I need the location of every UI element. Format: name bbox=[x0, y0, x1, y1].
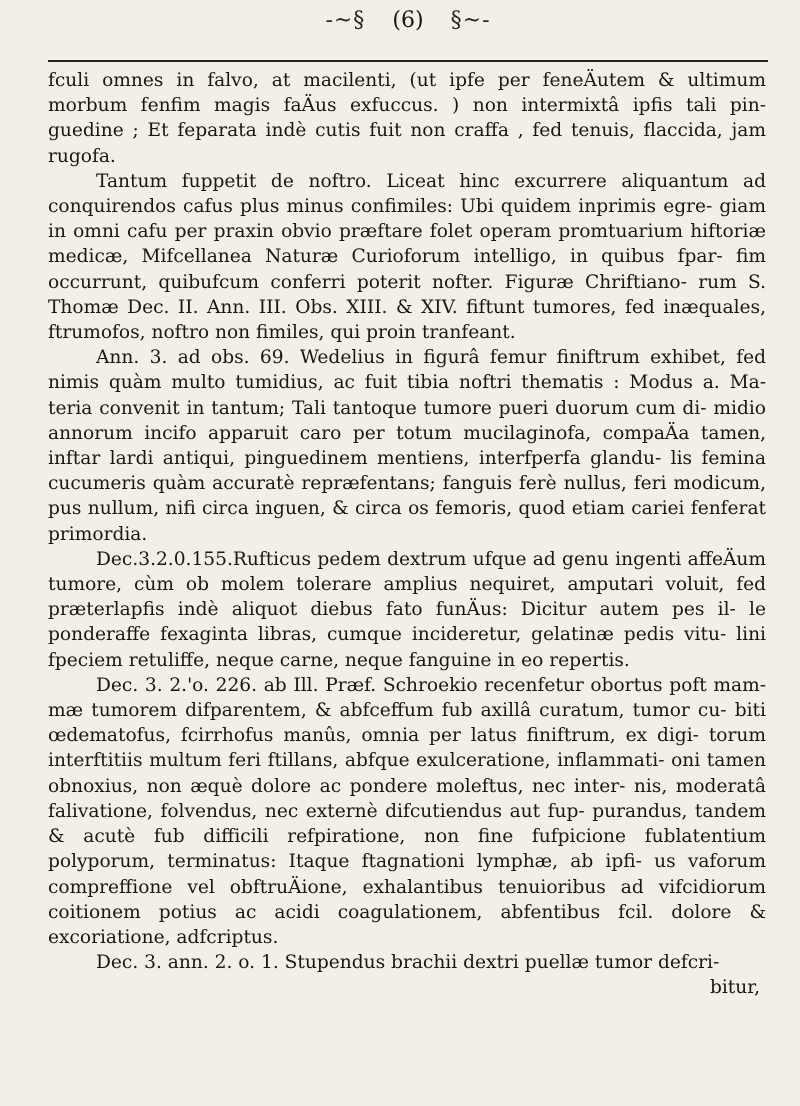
book-page bbox=[48, 8, 768, 1098]
text-line: tumore, cùm ob molem tolerare amplius nequiret, amputari voluit, bbox=[48, 574, 725, 596]
catchword: bitur, bbox=[709, 977, 760, 999]
text-line: Dec. 3. ann. 2. o. 1. Stupendus brachii dextri puellæ tumor defcri- bbox=[96, 952, 720, 974]
text-line: morbum fenfim magis faÄus exfuccus. ) non intermixtâ ipfis tali pin- bbox=[48, 95, 766, 117]
paragraph-p4 bbox=[48, 547, 766, 673]
text-line: lini fpeciem retuliffe, neque carne, neque fanguine in eo repertis. bbox=[48, 624, 766, 671]
text-line: hiftoriæ medicæ, Mifcellanea Naturæ Curioforum intelligo, in quibus fpar- bbox=[48, 221, 766, 268]
text-line: jam rugofa. bbox=[48, 120, 766, 167]
text-line: dolore & excoriatione, adfcriptus. bbox=[48, 901, 766, 948]
text-line: rum S. Thomæ Dec. II. Ann. III. Obs. XIII. & XIV. fiftunt tumores, bbox=[48, 271, 766, 318]
text-line: biti œdematofus, fcirrhofus manûs, omnia per latus finiftrum, ex digi- bbox=[48, 700, 766, 747]
text-line: oni tamen obnoxius, non æquè dolore ac pondere moleftus, nec inter- bbox=[48, 750, 766, 797]
text-line: guedine ; Et feparata indè cutis fuit non craffa , fed tenuis, flaccida, bbox=[48, 120, 723, 142]
text-line: Tantum fuppetit de noftro. Liceat hinc excurrere aliquantum ad bbox=[96, 170, 766, 192]
text-line: vifcidiorum coitionem potius ac acidi coagulationem, abfentibus fcil. bbox=[48, 876, 766, 923]
text-line: mæ tumorem difparentem, & abfceffum fub axillâ curatum, tumor cu- bbox=[48, 700, 727, 722]
text-line: nimis quàm multo tumidius, ac fuit tibia noftri thematis : Modus a. Ma- bbox=[48, 372, 766, 394]
text-line: fed præterlapfis indè aliquot diebus fato funÄus: Dicitur autem pes il- bbox=[48, 574, 766, 621]
text-line: fim occurrunt, quibufcum conferri poterit nofter. Figuræ Chriftiano- bbox=[48, 246, 766, 293]
paragraph-p2 bbox=[48, 169, 766, 345]
text-line: etiam cariei fenferat primordia. bbox=[48, 498, 767, 545]
text-body bbox=[48, 68, 766, 1001]
left-ornament: -~§ bbox=[325, 8, 366, 33]
text-line: Dec.3.2.0.155.Rufticus pedem dextrum ufque ad genu ingenti affeÄum bbox=[96, 548, 766, 570]
text-line: torum interftitiis multum feri ftillans, abfque exulceratione, inflammati- bbox=[48, 725, 766, 772]
text-line: midio annorum incifo apparuit caro per totum mucilaginofa, compaÄa bbox=[48, 397, 766, 444]
text-line: giam in omni cafu per praxin obvio præftare folet operam promtuarium bbox=[48, 196, 766, 243]
text-line: feri modicum, pus nullum, nifi circa inguen, & circa os femoris, quod bbox=[48, 473, 766, 520]
text-line: fublatentium polyporum, terminatus: Itaque ftagnationi lymphæ, ab ipfi- bbox=[48, 826, 766, 873]
text-line: us vaforum compreffione vel obftruÄione, exhalantibus tenuioribus ad bbox=[48, 851, 766, 898]
text-line: tamen, inftar lardi antiqui, pinguedinem mentiens, interfperfa glandu- bbox=[48, 422, 766, 470]
text-line: le ponderaffe fexaginta libras, cumque incideretur, gelatinæ pedis vitu- bbox=[48, 599, 766, 646]
text-line: Ann. 3. ad obs. 69. Wedelius in figurâ femur finiftrum exhibet, fed bbox=[96, 347, 766, 369]
text-line: fed inæquales, ftrumofos, noftro non fimiles, qui proin tranfeant. bbox=[48, 296, 766, 344]
text-line: conquirendos cafus plus minus confimiles: Ubi quidem inprimis egre- bbox=[48, 196, 713, 218]
paragraph-p1 bbox=[48, 68, 766, 169]
text-line: fculi omnes in falvo, at macilenti, (ut ipfe per feneÄutem & ultimum bbox=[48, 70, 766, 91]
paragraph-p6 bbox=[48, 950, 766, 975]
text-line: teria convenit in tantum; Tali tantoque tumore pueri duorum cum di- bbox=[48, 397, 707, 419]
page-number: (6) bbox=[392, 8, 424, 33]
right-ornament: §~- bbox=[450, 8, 491, 33]
text-line: Dec. 3. 2.'o. 226. ab Ill. Præf. Schroekio recenfetur obortus poft mam- bbox=[96, 674, 766, 696]
text-line: nis, moderatâ falivatione, folvendus, nec externè difcutiendus aut fup- bbox=[48, 775, 766, 822]
text-line: purandus, tandem & acutè fub difficili refpiratione, non fine fufpicione bbox=[48, 800, 766, 848]
running-header bbox=[48, 8, 768, 42]
text-line: lis femina cucumeris quàm accuratè repræfentans; fanguis ferè nullus, bbox=[48, 448, 766, 495]
paragraph-p3 bbox=[48, 345, 766, 547]
header-rule bbox=[48, 60, 768, 62]
paragraph-p5 bbox=[48, 673, 766, 950]
